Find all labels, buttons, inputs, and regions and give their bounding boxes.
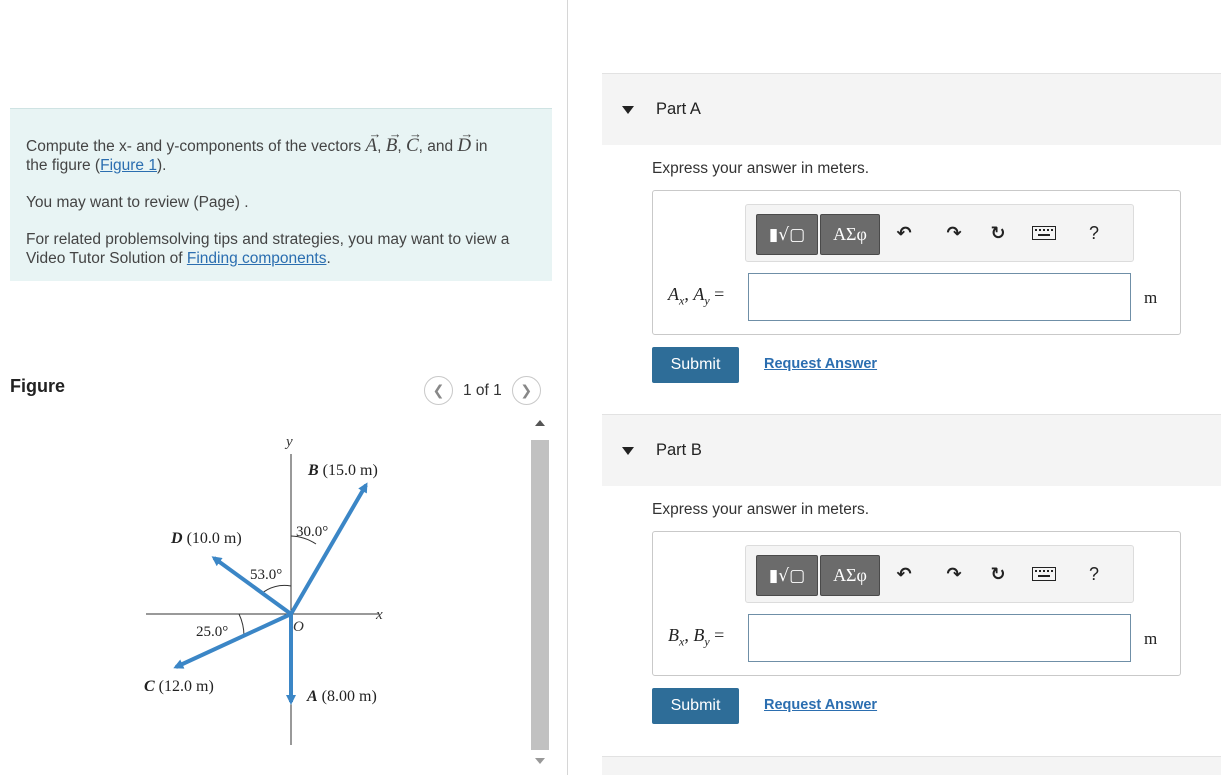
- y-axis-label: y: [286, 434, 293, 450]
- part-a-unit: m: [1144, 288, 1158, 307]
- angle-arc-c: [239, 614, 244, 636]
- scroll-thumb[interactable]: [531, 440, 549, 750]
- angle-b-label: 30.0°: [296, 524, 329, 540]
- math-toolbar: [745, 204, 1134, 262]
- part-a-request-answer-link[interactable]: Request Answer: [764, 356, 878, 372]
- part-a-answer-label: $A_x$, $A_y$ =: [668, 284, 725, 308]
- symbols-button[interactable]: ΑΣφ: [820, 214, 880, 255]
- problem-statement: Compute the x- and y-components of the vectors → A, → B, → C, and → D in the figure (Figure 1).: [26, 133, 534, 175]
- tips-label: For related problemsolving tips and strategies, you may want to view a Video Tutor Solution of: [26, 231, 510, 267]
- vector-b-symbol: → B: [386, 133, 398, 155]
- vector-b-label: B (15.0 m): [308, 462, 378, 479]
- angle-arc-d: [261, 585, 291, 594]
- part-b-title: Part B: [656, 441, 702, 459]
- vector-c-arrow: [176, 614, 291, 667]
- figure-title: Figure: [10, 376, 66, 396]
- templates-button[interactable]: ▮√▢: [756, 555, 818, 596]
- figure-panel: [10, 412, 550, 775]
- figure-scrollbar[interactable]: [531, 416, 549, 772]
- templates-button[interactable]: ▮√▢: [756, 214, 818, 255]
- part-b-header[interactable]: [602, 414, 1221, 486]
- symbols-button[interactable]: ΑΣφ: [820, 555, 880, 596]
- reset-icon[interactable]: ↻: [990, 563, 1006, 584]
- part-b-answer-box: [652, 531, 1181, 676]
- part-a-instruction: Express your answer in meters.: [652, 160, 870, 177]
- help-button[interactable]: ?: [1088, 222, 1099, 243]
- angle-c-label: 25.0°: [196, 624, 229, 640]
- part-b-unit: m: [1144, 629, 1158, 648]
- vector-d-label: D (10.0 m): [171, 530, 242, 547]
- tips-suffix: .: [326, 250, 331, 267]
- undo-icon[interactable]: ↶: [896, 563, 912, 584]
- origin-label: O: [293, 619, 304, 635]
- video-tutor-link[interactable]: Finding components: [186, 250, 327, 267]
- problem-intro: [10, 108, 552, 281]
- part-b-instruction: Express your answer in meters.: [652, 501, 870, 518]
- caret-down-icon: [622, 447, 634, 455]
- reset-icon[interactable]: ↻: [990, 222, 1006, 243]
- vector-c-label: C (12.0 m): [144, 678, 214, 695]
- next-part-header[interactable]: [602, 756, 1221, 775]
- problem-text-and: , and: [418, 138, 454, 155]
- figure-pager: [424, 376, 541, 405]
- part-b-answer-input[interactable]: [748, 614, 1131, 662]
- part-a-title: Part A: [656, 100, 701, 118]
- help-button[interactable]: ?: [1088, 563, 1099, 584]
- vector-a-label: A (8.00 m): [307, 688, 377, 705]
- scroll-down-icon[interactable]: [535, 758, 545, 764]
- vector-c-symbol: → C: [406, 133, 419, 155]
- chevron-right-icon[interactable]: ❯: [512, 376, 541, 405]
- problem-text: Compute the x- and y-components of the vectors: [26, 138, 362, 155]
- angle-d-label: 53.0°: [250, 567, 283, 583]
- vector-b-arrow: [291, 485, 366, 614]
- vector-d-symbol: → D: [457, 133, 471, 155]
- chevron-left-icon[interactable]: ❮: [424, 376, 453, 405]
- pager-text: 1 of 1: [463, 381, 502, 399]
- part-a-answer-input[interactable]: [748, 273, 1131, 321]
- keyboard-icon[interactable]: [1032, 220, 1056, 246]
- vector-diagram: [10, 412, 530, 775]
- keyboard-icon[interactable]: [1032, 561, 1056, 587]
- vector-a-symbol: → A: [365, 133, 377, 155]
- part-b-submit-button[interactable]: Submit: [652, 688, 739, 724]
- review-text: You may want to review (Page) .: [26, 194, 249, 211]
- redo-icon[interactable]: ↷: [946, 563, 962, 584]
- column-divider: [567, 0, 568, 775]
- undo-icon[interactable]: ↶: [896, 222, 912, 243]
- tips-text: [26, 230, 534, 268]
- part-a-answer-box: [652, 190, 1181, 335]
- part-b-request-answer-link[interactable]: Request Answer: [764, 697, 878, 713]
- problem-text-figure: the figure (: [26, 157, 101, 174]
- x-axis-label: x: [376, 607, 383, 623]
- caret-down-icon: [622, 106, 634, 114]
- figure-link[interactable]: Figure 1: [100, 157, 157, 174]
- part-a-submit-button[interactable]: Submit: [652, 347, 739, 383]
- problem-text-in: in: [475, 138, 488, 155]
- part-b-answer-label: $B_x$, $B_y$ =: [668, 625, 725, 649]
- scroll-up-icon[interactable]: [535, 420, 545, 426]
- redo-icon[interactable]: ↷: [946, 222, 962, 243]
- part-a-header[interactable]: [602, 73, 1221, 145]
- math-toolbar: [745, 545, 1134, 603]
- problem-text-end: ).: [156, 157, 167, 174]
